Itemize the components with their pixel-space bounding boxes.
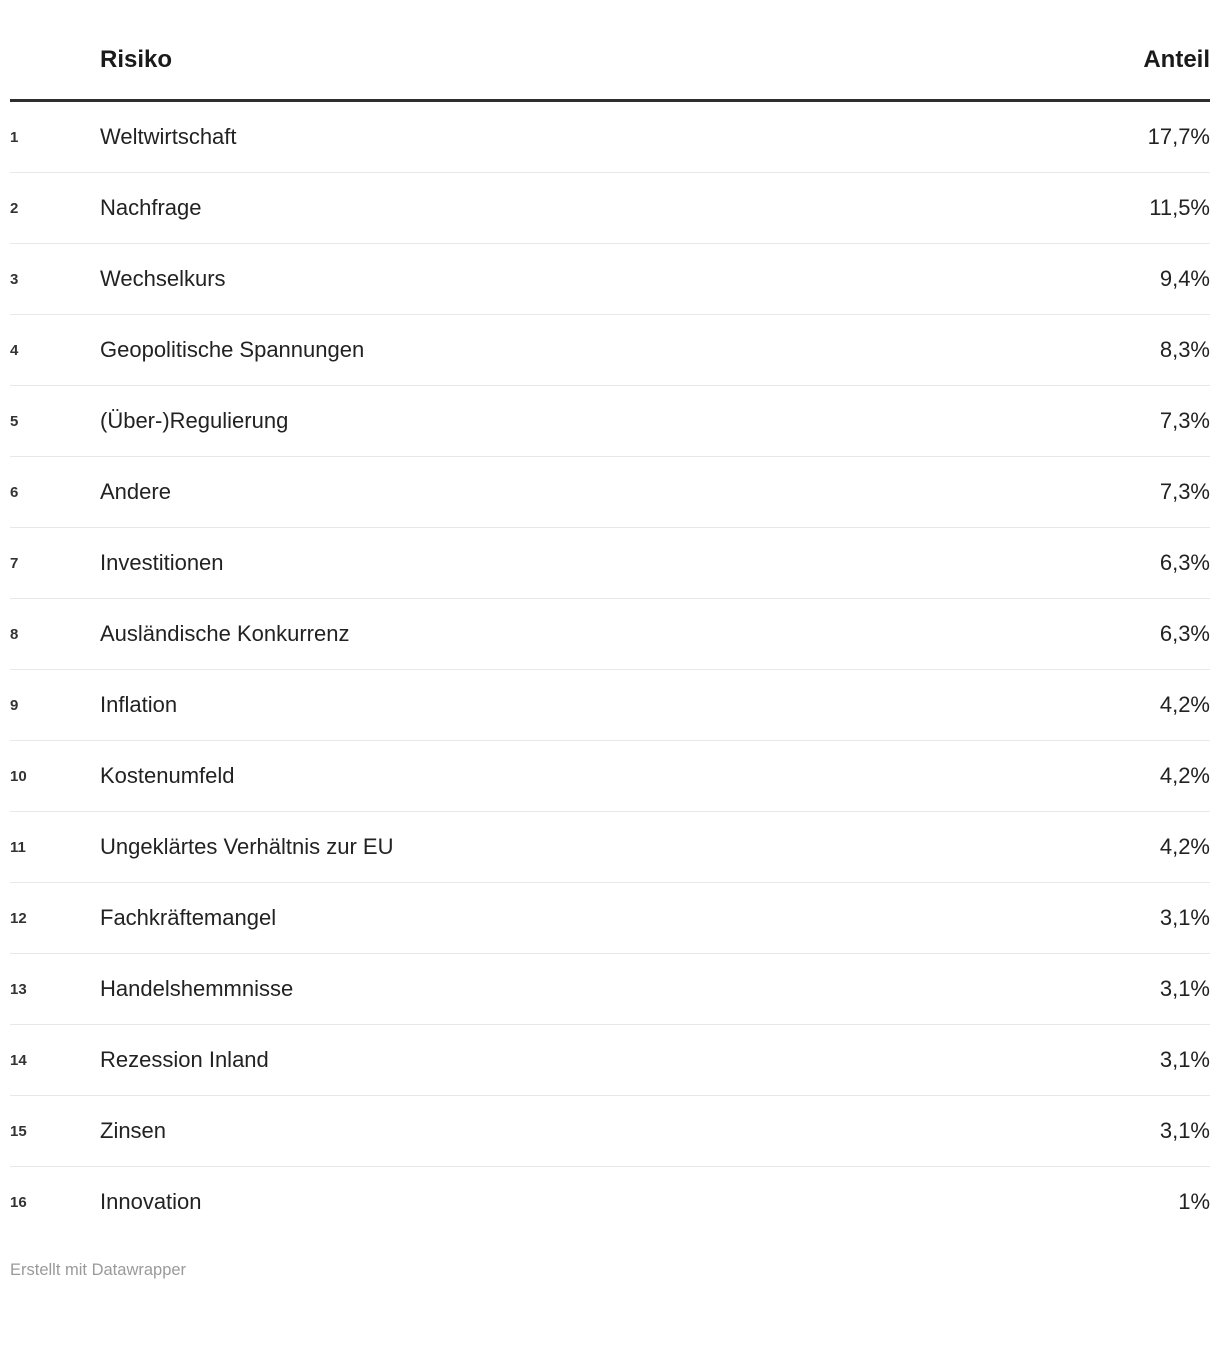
- table-row: [10, 670, 1210, 741]
- risiko-cell: (Über-)Regulierung: [100, 386, 1030, 457]
- risiko-cell: Ausländische Konkurrenz: [100, 599, 1030, 670]
- table-row: [10, 954, 1210, 1025]
- table-row: [10, 528, 1210, 599]
- rank-cell: 9: [10, 670, 100, 741]
- anteil-cell: 4,2%: [1030, 741, 1210, 812]
- risiko-cell: Andere: [100, 457, 1030, 528]
- table-row: [10, 1167, 1210, 1238]
- table-row: [10, 101, 1210, 173]
- risiko-cell: Ungeklärtes Verhältnis zur EU: [100, 812, 1030, 883]
- table-header: [10, 0, 1210, 101]
- anteil-cell: 4,2%: [1030, 670, 1210, 741]
- risiko-cell: Geopolitische Spannungen: [100, 315, 1030, 386]
- risiko-cell: Weltwirtschaft: [100, 124, 237, 149]
- anteil-cell: 3,1%: [1030, 954, 1210, 1025]
- rank-cell: 11: [10, 812, 100, 883]
- rank-cell: 12: [10, 883, 100, 954]
- attribution: [10, 1261, 1210, 1280]
- risiko-cell: Rezession Inland: [100, 1025, 1030, 1096]
- table-row: [10, 741, 1210, 812]
- risiko-cell: Zinsen: [100, 1096, 1030, 1167]
- rank-cell: 1: [10, 128, 19, 146]
- risk-table: [10, 0, 1210, 1237]
- rank-cell: 13: [10, 954, 100, 1025]
- rank-cell: 4: [10, 315, 100, 386]
- anteil-cell: 3,1%: [1030, 1096, 1210, 1167]
- risiko-cell: Kostenumfeld: [100, 741, 1030, 812]
- risiko-cell: Wechselkurs: [100, 244, 1030, 315]
- table-body: [10, 101, 1210, 1238]
- table-row: [10, 599, 1210, 670]
- rank-cell: 8: [10, 599, 100, 670]
- risiko-cell: Innovation: [100, 1167, 1030, 1238]
- rank-column-header: [10, 0, 100, 101]
- anteil-cell: 7,3%: [1030, 457, 1210, 528]
- table-row: [10, 386, 1210, 457]
- rank-cell: 5: [10, 386, 100, 457]
- anteil-cell: 4,2%: [1030, 812, 1210, 883]
- risiko-column-header: Risiko: [100, 0, 1030, 101]
- header-row: [10, 0, 1210, 101]
- anteil-cell: 7,3%: [1030, 386, 1210, 457]
- table-row: [10, 173, 1210, 244]
- risiko-cell: Inflation: [100, 670, 1030, 741]
- anteil-cell: 11,5%: [1030, 173, 1210, 244]
- anteil-cell: 3,1%: [1030, 883, 1210, 954]
- rank-cell: 15: [10, 1096, 100, 1167]
- table-row: [10, 315, 1210, 386]
- table-row: [10, 812, 1210, 883]
- rank-cell: 7: [10, 528, 100, 599]
- anteil-cell: 1%: [1030, 1167, 1210, 1238]
- table-row: [10, 457, 1210, 528]
- risiko-cell: Nachfrage: [100, 173, 1030, 244]
- anteil-cell: 17,7%: [1147, 124, 1210, 149]
- table-row: [10, 1096, 1210, 1167]
- anteil-cell: 6,3%: [1030, 599, 1210, 670]
- rank-cell: 3: [10, 244, 100, 315]
- anteil-cell: 8,3%: [1030, 315, 1210, 386]
- rank-cell: 14: [10, 1025, 100, 1096]
- attribution-link[interactable]: Erstellt mit Datawrapper: [10, 1261, 187, 1279]
- table-row: [10, 244, 1210, 315]
- risiko-cell: Fachkräftemangel: [100, 883, 1030, 954]
- table-row: [10, 1025, 1210, 1096]
- rank-cell: 6: [10, 457, 100, 528]
- risiko-cell: Investitionen: [100, 528, 1030, 599]
- anteil-cell: 6,3%: [1030, 528, 1210, 599]
- rank-cell: 10: [10, 741, 100, 812]
- risiko-cell: Handelshemmnisse: [100, 954, 1030, 1025]
- anteil-column-header: Anteil: [1030, 0, 1210, 101]
- anteil-cell: 9,4%: [1030, 244, 1210, 315]
- table-row: [10, 883, 1210, 954]
- rank-cell: 16: [10, 1167, 100, 1238]
- anteil-cell: 3,1%: [1030, 1025, 1210, 1096]
- rank-cell: 2: [10, 173, 100, 244]
